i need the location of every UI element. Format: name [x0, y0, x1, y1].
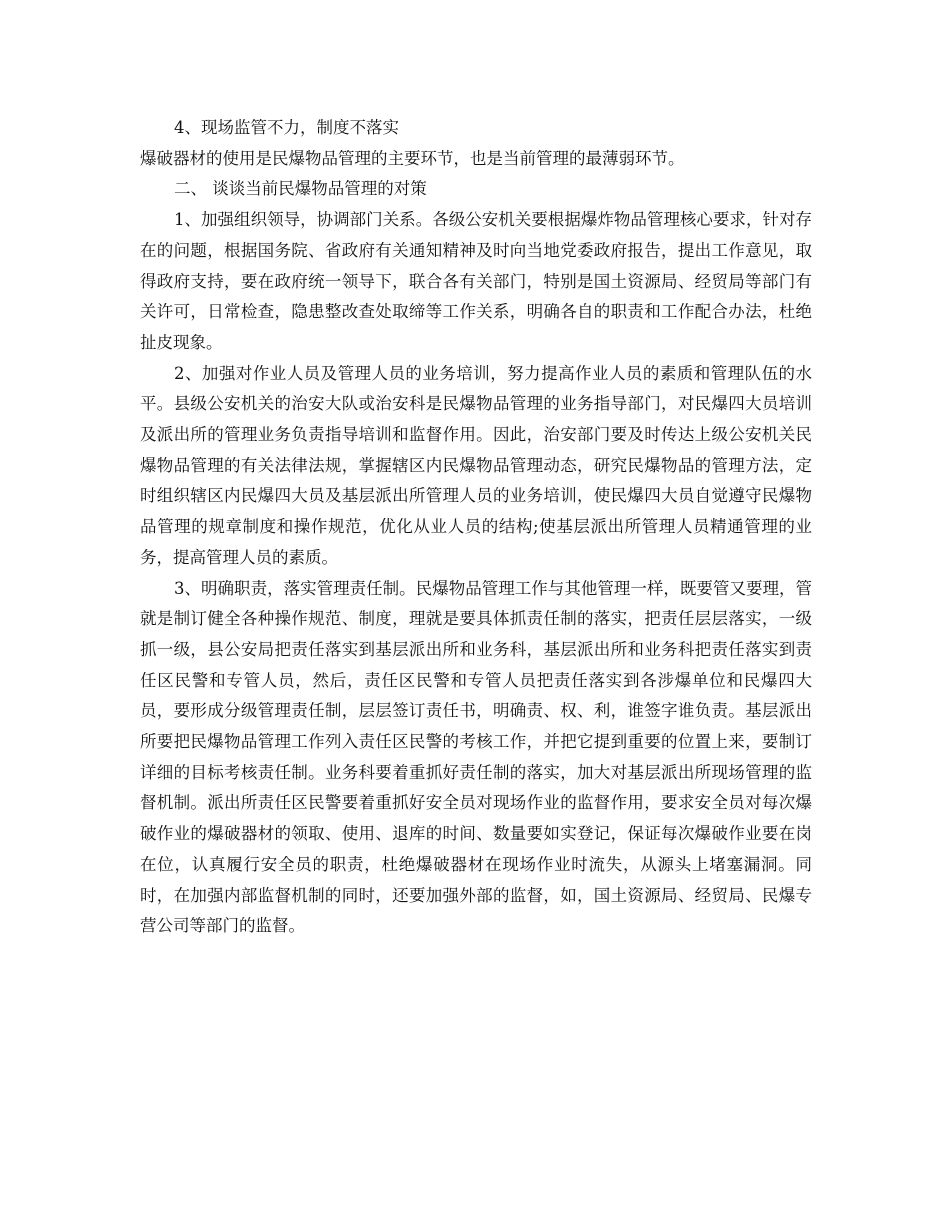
paragraph-blasting-materials: 爆破器材的使用是民爆物品管理的主要环节，也是当前管理的最薄弱环节。 [140, 148, 685, 168]
paragraph-countermeasure-2: 2、加强对作业人员及管理人员的业务培训，努力提高作业人员的素质和管理队伍的水平。县级公安机关的治安大队或治安科是民爆物品管理的业务指导部门，对民爆四大员培训及派出所的管理业务负责指导培训和监督作用。因此，治安部门要及时传达上级公安机关民爆物品管理的有关法律法规，掌握辖区内民爆物品管理动态，研究民爆物品的管理方法，定时组织辖区内民爆四大员及基层派出所管理人员的业务培训，使民爆四大员自觉遵守民爆物品管理的规章制度和操作规范，优化从业人员的结构;使基层派出所管理人员精通管理的业务，提高管理人员的素质。 [140, 363, 812, 567]
document-body [140, 113, 812, 942]
section-heading-2: 二、 谈谈当前民爆物品管理的对策 [174, 179, 427, 199]
paragraph-countermeasure-1: 1、加强组织领导，协调部门关系。各级公安机关要根据爆炸物品管理核心要求，针对存在的问题，根据国务院、省政府有关通知精神及时向当地党委政府报告，提出工作意见，取得政府支持，要在政府统一领导下，联合各有关部门，特别是国土资源局、经贸局等部门有关许可，日常检查，隐患整改查处取缔等工作关系，明确各自的职责和工作配合办法，杜绝扯皮现象。 [140, 210, 812, 352]
paragraph-countermeasure-3: 3、明确职责，落实管理责任制。民爆物品管理工作与其他管理一样，既要管又要理，管就是制订健全各种操作规范、制度，理就是要具体抓责任制的落实，把责任层层落实，一级抓一级，县公安局把责任落实到基层派出所和业务科，基层派出所和业务科把责任落实到责任区民警和专管人员，然后，责任区民警和专管人员把责任落实到各涉爆单位和民爆四大员，要形成分级管理责任制，层层签订责任书，明确责、权、利，谁签字谁负责。基层派出所要把民爆物品管理工作列入责任区民警的考核工作，并把它提到重要的位置上来，要制订详细的目标考核责任制。业务科要着重抓好责任制的落实，加大对基层派出所现场管理的监督机制。派出所责任区民警要着重抓好安全员对现场作业的监督作用，要求安全员对每次爆破作业的爆破器材的领取、使用、退库的时间、数量要如实登记，保证每次爆破作业要在岗在位，认真履行安全员的职责，杜绝爆破器材在现场作业时流失，从源头上堵塞漏洞。同时，在加强内部监督机制的同时，还要加强外部的监督，如，国土资源局、经贸局、民爆专营公司等部门的监督。 [140, 578, 812, 936]
section-heading-4: 4、现场监管不力，制度不落实 [174, 118, 399, 137]
